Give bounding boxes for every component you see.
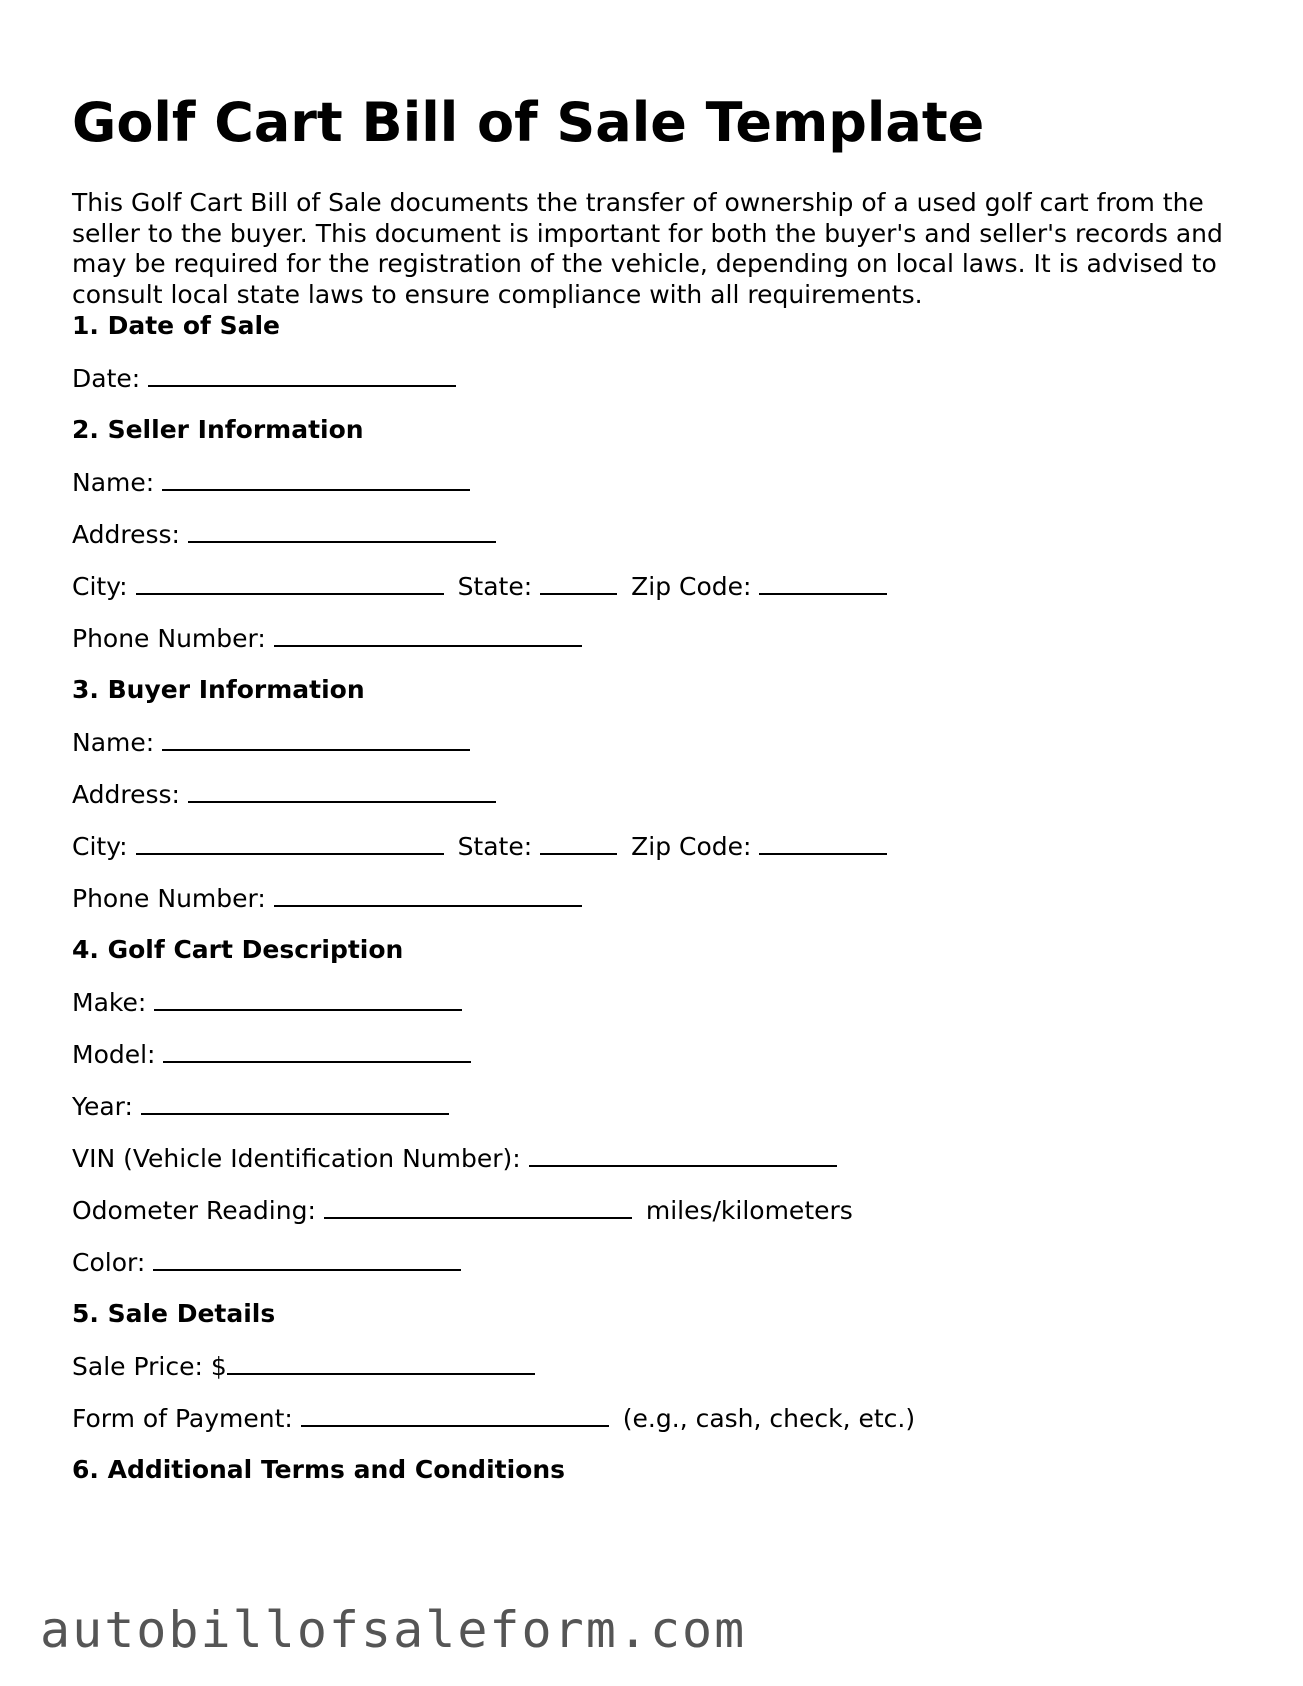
- seller-city-label: City:: [72, 572, 128, 601]
- seller-phone-row: [72, 623, 588, 654]
- buyer-state-label: State:: [457, 832, 533, 861]
- buyer-name-row: [72, 727, 476, 758]
- model-blank[interactable]: [163, 1039, 471, 1063]
- year-blank[interactable]: [141, 1091, 449, 1115]
- vin-row: [72, 1143, 843, 1174]
- buyer-city-blank[interactable]: [136, 831, 444, 855]
- intro-paragraph: This Golf Cart Bill of Sale documents the transfer of ownership of a used golf cart from the seller to the buyer. This document is important for both the buyer's and seller's records and may be required for the registration of the vehicle, depending on local laws. It is advised to consult local state laws to ensure compliance with all requirements.: [72, 188, 1223, 309]
- color-blank[interactable]: [153, 1247, 461, 1271]
- odometer-row: [72, 1195, 853, 1226]
- seller-phone-label: Phone Number:: [72, 624, 266, 653]
- sale-price-row: [72, 1351, 541, 1382]
- payment-blank[interactable]: [301, 1403, 609, 1427]
- buyer-address-row: [72, 779, 502, 810]
- date-blank[interactable]: [148, 363, 456, 387]
- buyer-phone-blank[interactable]: [274, 883, 582, 907]
- date-field-row: [72, 363, 462, 394]
- seller-zip-blank[interactable]: [759, 571, 887, 595]
- model-label: Model:: [72, 1040, 156, 1069]
- section-heading-seller: 2. Seller Information: [72, 415, 364, 444]
- seller-address-row: [72, 519, 502, 550]
- buyer-city-state-zip-row: [72, 831, 893, 862]
- site-watermark: autobillofsaleform.com: [40, 1601, 747, 1659]
- buyer-state-blank[interactable]: [540, 831, 617, 855]
- section-heading-terms: 6. Additional Terms and Conditions: [72, 1455, 566, 1484]
- seller-phone-blank[interactable]: [274, 623, 582, 647]
- odometer-blank[interactable]: [324, 1195, 632, 1219]
- year-row: [72, 1091, 455, 1122]
- document-title: Golf Cart Bill of Sale Template: [72, 91, 985, 154]
- seller-city-state-zip-row: [72, 571, 893, 602]
- payment-label: Form of Payment:: [72, 1404, 293, 1433]
- payment-hint: (e.g., cash, check, etc.): [622, 1404, 916, 1433]
- seller-address-blank[interactable]: [188, 519, 496, 543]
- seller-state-label: State:: [457, 572, 533, 601]
- section-heading-date-of-sale: 1. Date of Sale: [72, 311, 280, 340]
- make-row: [72, 987, 468, 1018]
- model-row: [72, 1039, 477, 1070]
- buyer-phone-label: Phone Number:: [72, 884, 266, 913]
- section-heading-description: 4. Golf Cart Description: [72, 935, 404, 964]
- sale-price-label: Sale Price: $: [72, 1352, 227, 1381]
- payment-row: [72, 1403, 915, 1434]
- color-label: Color:: [72, 1248, 146, 1277]
- color-row: [72, 1247, 467, 1278]
- buyer-address-label: Address:: [72, 780, 180, 809]
- buyer-address-blank[interactable]: [188, 779, 496, 803]
- seller-zip-label: Zip Code:: [631, 572, 752, 601]
- seller-name-label: Name:: [72, 468, 155, 497]
- buyer-name-label: Name:: [72, 728, 155, 757]
- sale-price-blank[interactable]: [227, 1351, 535, 1375]
- seller-city-blank[interactable]: [136, 571, 444, 595]
- buyer-phone-row: [72, 883, 588, 914]
- vin-label: VIN (Vehicle Identification Number):: [72, 1144, 521, 1173]
- odometer-label: Odometer Reading:: [72, 1196, 316, 1225]
- section-heading-buyer: 3. Buyer Information: [72, 675, 365, 704]
- buyer-name-blank[interactable]: [162, 727, 470, 751]
- section-heading-sale-details: 5. Sale Details: [72, 1299, 276, 1328]
- date-label: Date:: [72, 364, 141, 393]
- buyer-zip-blank[interactable]: [759, 831, 887, 855]
- year-label: Year:: [72, 1092, 133, 1121]
- buyer-zip-label: Zip Code:: [631, 832, 752, 861]
- vin-blank[interactable]: [529, 1143, 837, 1167]
- make-label: Make:: [72, 988, 147, 1017]
- seller-name-row: [72, 467, 476, 498]
- buyer-city-label: City:: [72, 832, 128, 861]
- seller-name-blank[interactable]: [162, 467, 470, 491]
- make-blank[interactable]: [154, 987, 462, 1011]
- seller-state-blank[interactable]: [540, 571, 617, 595]
- seller-address-label: Address:: [72, 520, 180, 549]
- odometer-units: miles/kilometers: [645, 1196, 853, 1225]
